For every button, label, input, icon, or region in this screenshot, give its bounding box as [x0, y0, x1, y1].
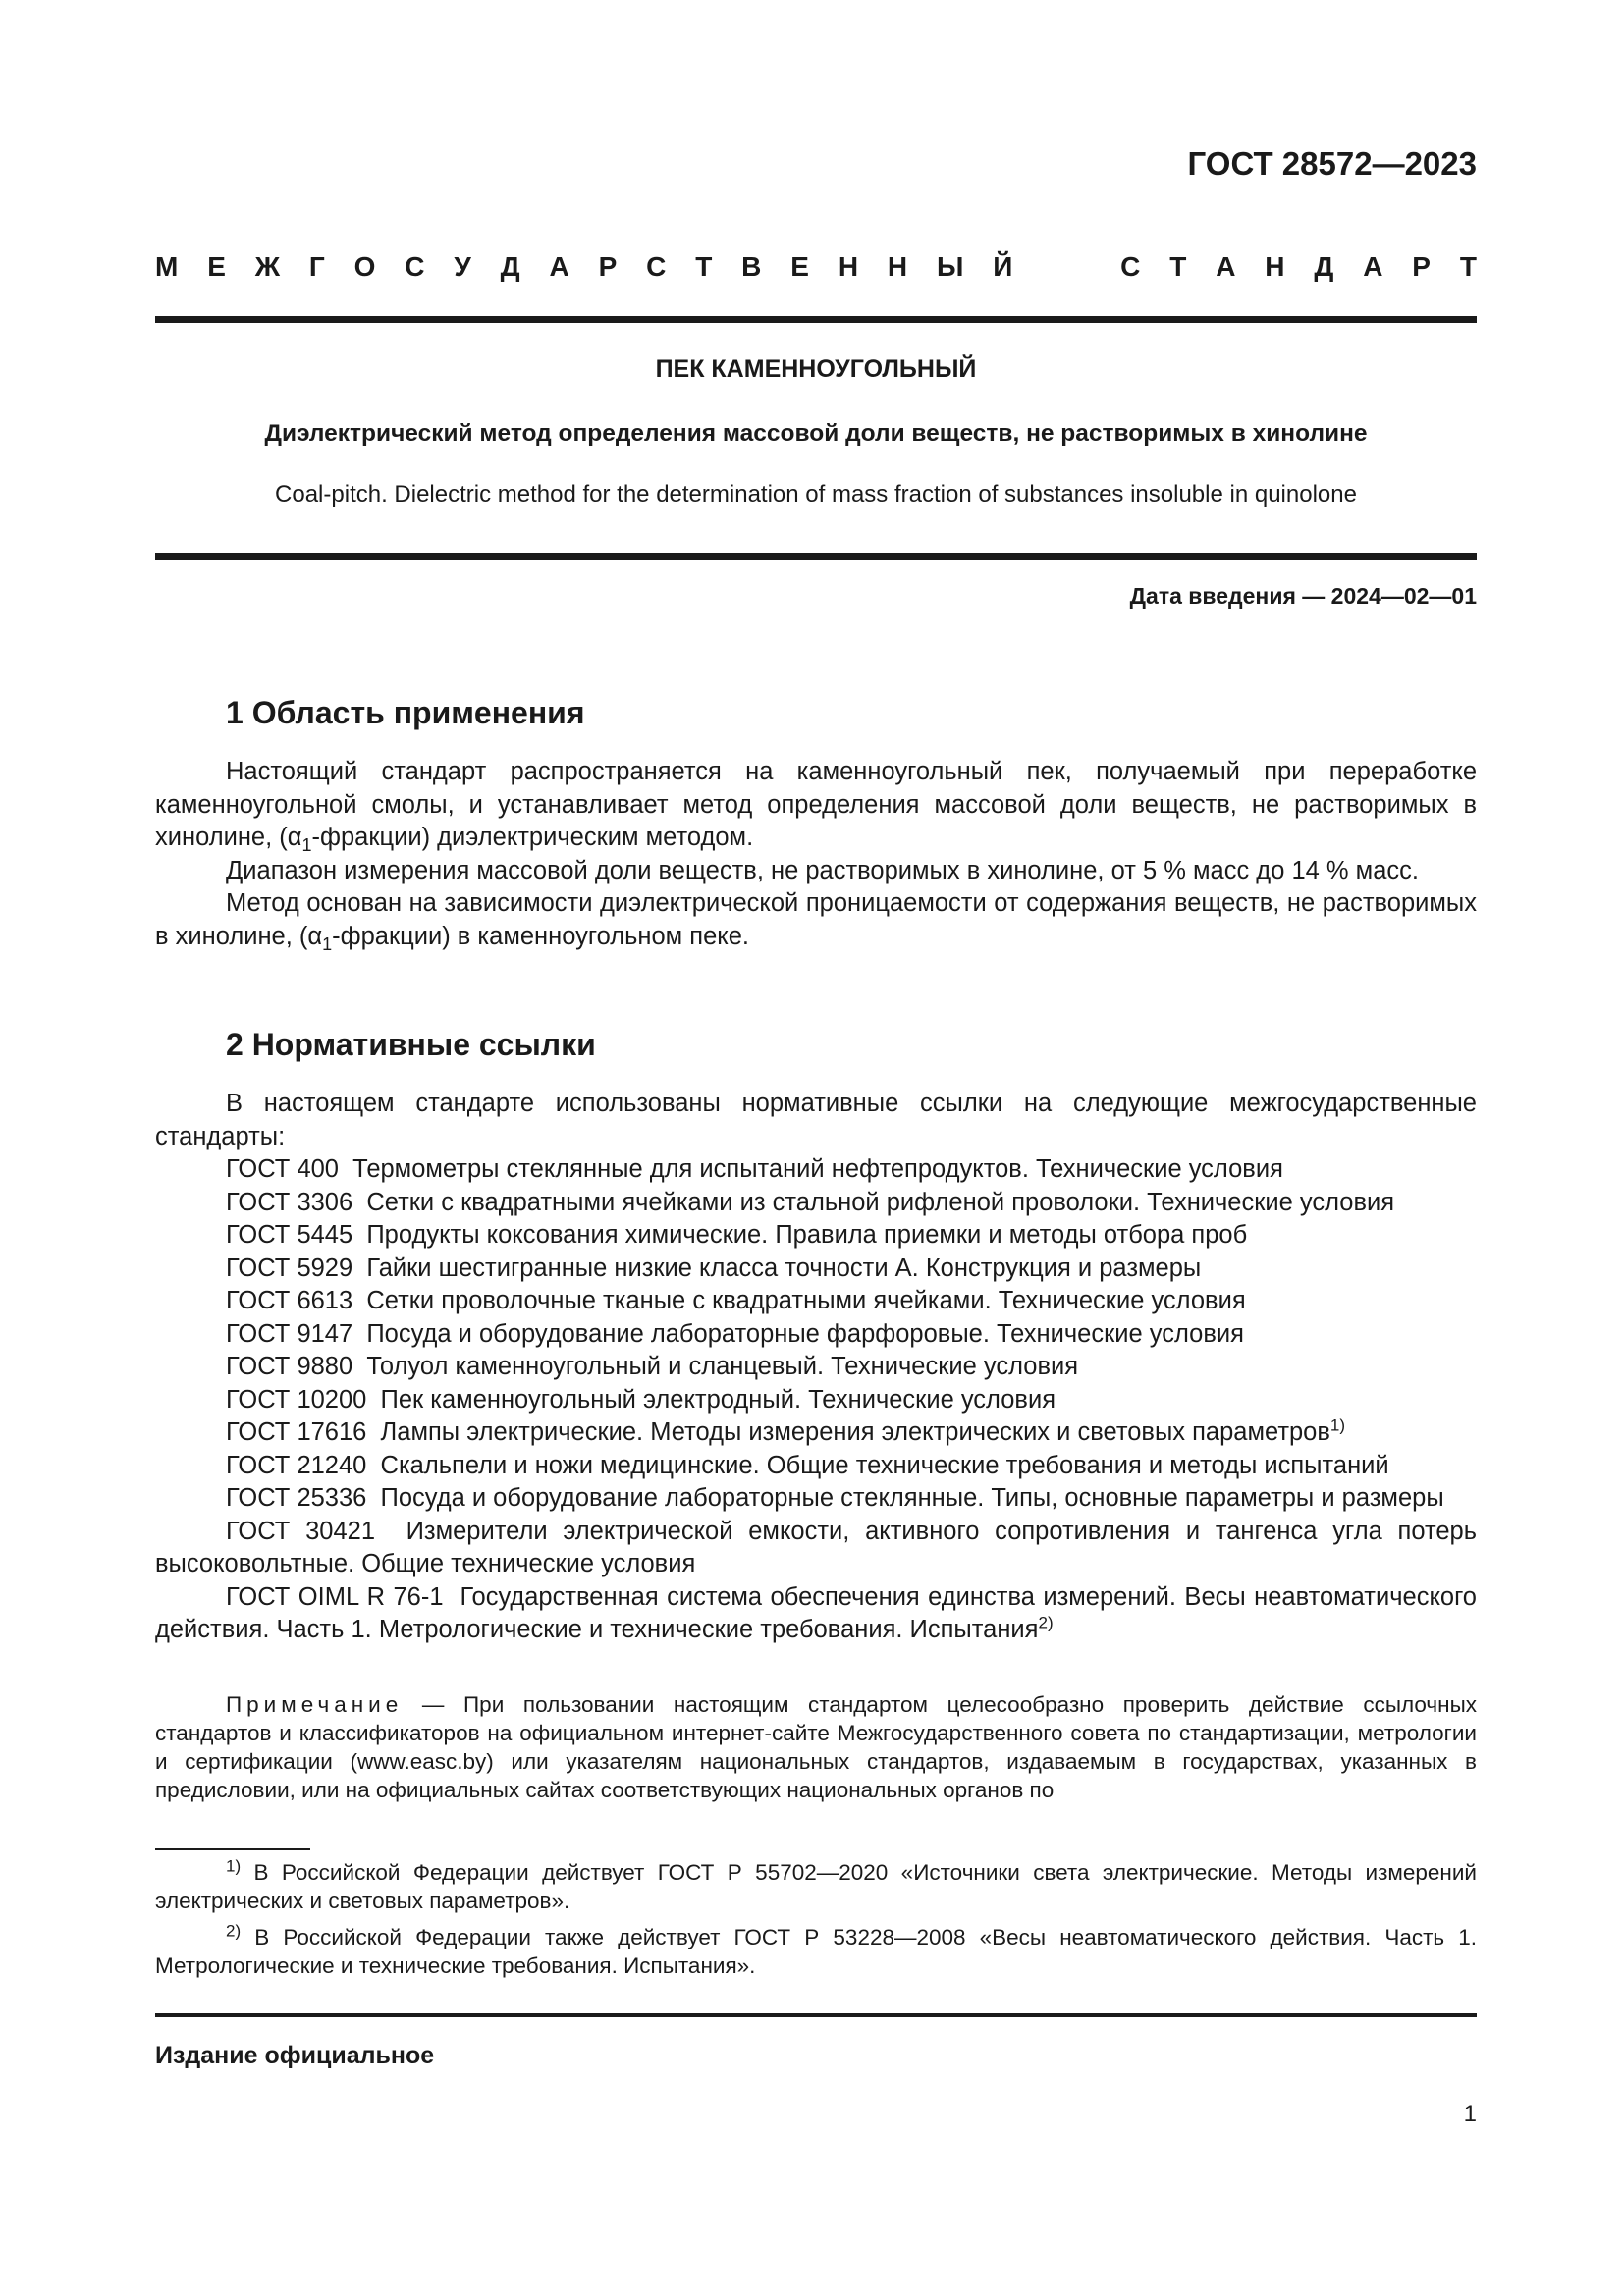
banner-gap — [1042, 251, 1091, 283]
document-title: ПЕК КАМЕННОУГОЛЬНЫЙ — [655, 355, 977, 383]
banner-letter: Т — [1459, 251, 1477, 282]
reference-title: Продукты коксования химические. Правила приемки и методы отбора проб — [366, 1221, 1248, 1249]
reference-code: ГОСТ OIML R 76-1 — [226, 1582, 444, 1611]
reference-code: ГОСТ 400 — [226, 1155, 339, 1183]
reference-item — [155, 1384, 1477, 1417]
reference-title: Гайки шестигранные низкие класса точности А. Конструкция и размеры — [366, 1254, 1202, 1282]
banner-letter: Ж — [254, 251, 281, 282]
reference-item — [155, 1219, 1477, 1253]
section-1-paragraph-2: Диапазон измерения массовой доли веществ, не растворимых в хинолине, от 5 % масс до 14 % масс. — [226, 856, 1419, 884]
footnote-marker: 2) — [1038, 1613, 1054, 1632]
banner-letter: Н — [887, 251, 908, 282]
banner-letter: А — [549, 251, 569, 282]
section-1-paragraph-1: Настоящий стандарт распространяется на каменноугольный пек, получаемый при переработке каменноугольной смолы, и устанавливает метод определения массовой доли веществ, не растворимых в хинолине, $(\alpha_1-фракции)$ диэлектрическим методом. — [155, 758, 1477, 856]
banner-letter: Н — [1265, 251, 1285, 282]
reference-code: ГОСТ 21240 — [226, 1451, 367, 1479]
english-title: Coal-pitch. Dielectric method for the determination of mass fraction of substances insoluble in quinolone — [275, 481, 1357, 507]
footnote-marker: 1) — [1329, 1415, 1346, 1435]
reference-item — [155, 1416, 1477, 1450]
reference-item — [155, 1153, 1477, 1187]
reference-code: ГОСТ 30421 — [226, 1517, 376, 1545]
banner-letter: А — [1216, 251, 1236, 282]
reference-code: ГОСТ 10200 — [226, 1385, 367, 1414]
footnote-separator — [155, 1848, 310, 1850]
reference-item — [155, 1516, 1477, 1581]
document-page — [155, 0, 1477, 2296]
page-number: 1 — [1463, 2101, 1477, 2127]
reference-title: Сетки проволочные тканые с квадратными ячейками. Технические условия — [366, 1287, 1246, 1314]
document-subtitle: Диэлектрический метод определения массовой доли веществ, не растворимых в хинолине — [264, 420, 1368, 447]
banner-letter: У — [454, 251, 471, 282]
reference-title: Посуда и оборудование лабораторные фарфоровые. Технические условия — [366, 1319, 1244, 1348]
banner-letter: Н — [838, 251, 859, 282]
banner-letter: М — [155, 251, 179, 282]
banner-letter: Т — [1169, 251, 1187, 282]
bottom-rule — [155, 2013, 1477, 2017]
banner-letter: А — [1363, 251, 1383, 282]
footnote-mark: 1) — [226, 1856, 242, 1876]
reference-item — [155, 1482, 1477, 1516]
reference-code: ГОСТ 17616 — [226, 1418, 367, 1446]
section-1-paragraph-3: Метод основан на зависимости диэлектрической проницаемости от содержания веществ, не растворимых в хинолине, $(\alpha_1-фракции)$ в каменноугольном пеке. — [155, 889, 1477, 954]
references-intro: В настоящем стандарте использованы нормативные ссылки на следующие межгосударственные стандарты: — [155, 1090, 1477, 1150]
reference-item — [155, 1253, 1477, 1286]
reference-code: ГОСТ 3306 — [226, 1188, 353, 1216]
banner-letter: Е — [790, 251, 809, 282]
reference-code: ГОСТ 5929 — [226, 1254, 353, 1282]
footnote-item — [155, 1858, 1477, 1915]
title-rule — [155, 553, 1477, 560]
reference-item — [155, 1187, 1477, 1220]
banner-letter: Й — [993, 251, 1013, 282]
reference-title: Скальпели и ножи медицинские. Общие технические требования и методы испытаний — [380, 1451, 1389, 1479]
banner-letter: Р — [1412, 251, 1431, 282]
reference-code: ГОСТ 9147 — [226, 1319, 353, 1348]
reference-title: Измерители электрической емкости, активного сопротивления и тангенса угла потерь высоковольтные. Общие технические условия — [155, 1517, 1477, 1577]
reference-item — [155, 1581, 1477, 1647]
banner-letter: Ы — [937, 251, 964, 282]
banner-letter: Д — [1314, 251, 1334, 282]
section-2-heading: 2 Нормативные ссылки — [226, 1027, 596, 1062]
note-text: — При пользовании настоящим стандартом целесообразно проверить действие ссылочных стандартов и классификаторов на официальном интернет-сайте Межгосударственного совета по стандартизации, метрологии и сертификации (www.easc.by) или указателям национальных стандартов, издаваемым в государствах, указанных в предисловии, или на официальных сайтах соответствующих национальных органов по — [155, 1692, 1477, 1802]
reference-title: Пек каменноугольный электродный. Технические условия — [380, 1385, 1056, 1414]
top-rule — [155, 316, 1477, 323]
banner-letter: Р — [598, 251, 618, 282]
reference-title: Термометры стеклянные для испытаний нефтепродуктов. Технические условия — [352, 1155, 1283, 1183]
reference-title: Сетки с квадратными ячейками из стальной рифленой проволоки. Технические условия — [366, 1188, 1395, 1216]
banner-letter: О — [353, 251, 376, 282]
document-number: ГОСТ 28572—2023 — [1187, 145, 1477, 182]
footnote-mark: 2) — [226, 1921, 242, 1941]
banner-letter: В — [741, 251, 762, 282]
normative-references — [155, 1088, 1477, 1647]
official-edition-label: Издание официальное — [155, 2042, 435, 2069]
reference-title: Посуда и оборудование лабораторные стеклянные. Типы, основные параметры и размеры — [380, 1484, 1444, 1512]
note-block — [155, 1690, 1477, 1804]
reference-title: Лампы электрические. Методы измерения электрических и световых параметров — [380, 1418, 1330, 1446]
banner-letter: С — [405, 251, 425, 282]
introduction-date: Дата введения — 2024—02—01 — [1129, 583, 1477, 609]
banner-letter: Д — [500, 251, 520, 282]
banner-letter: Г — [308, 251, 325, 282]
footnote-text: В Российской Федерации также действует ГОСТ Р 53228—2008 «Весы неавтоматического действия. Часть 1. Метрологические и технические требования. Испытания». — [155, 1925, 1477, 1978]
reference-code: ГОСТ 6613 — [226, 1287, 353, 1314]
reference-item — [155, 1450, 1477, 1483]
reference-title: Толуол каменноугольный и сланцевый. Технические условия — [366, 1353, 1079, 1380]
reference-item — [155, 1351, 1477, 1384]
footnote-item — [155, 1923, 1477, 1980]
reference-title: Государственная система обеспечения единства измерений. Весы неавтоматического действия. Часть 1. Метрологические и технические требования. Испытания — [155, 1582, 1477, 1643]
interstate-standard-banner — [155, 251, 1477, 283]
banner-letter: С — [1120, 251, 1141, 282]
reference-item — [155, 1285, 1477, 1318]
reference-code: ГОСТ 9880 — [226, 1353, 353, 1380]
section-1-body — [155, 756, 1477, 953]
reference-code: ГОСТ 25336 — [226, 1484, 367, 1512]
banner-letter: С — [646, 251, 667, 282]
note-label: Примечание — [226, 1692, 404, 1717]
footnotes — [155, 1858, 1477, 1988]
reference-item — [155, 1318, 1477, 1352]
banner-letter: Е — [207, 251, 226, 282]
footnote-text: В Российской Федерации действует ГОСТ Р 55702—2020 «Источники света электрические. Методы измерений электрических и световых параметров». — [155, 1860, 1477, 1913]
reference-code: ГОСТ 5445 — [226, 1221, 353, 1249]
section-1-heading: 1 Область применения — [226, 695, 585, 730]
banner-letter: Т — [695, 251, 713, 282]
